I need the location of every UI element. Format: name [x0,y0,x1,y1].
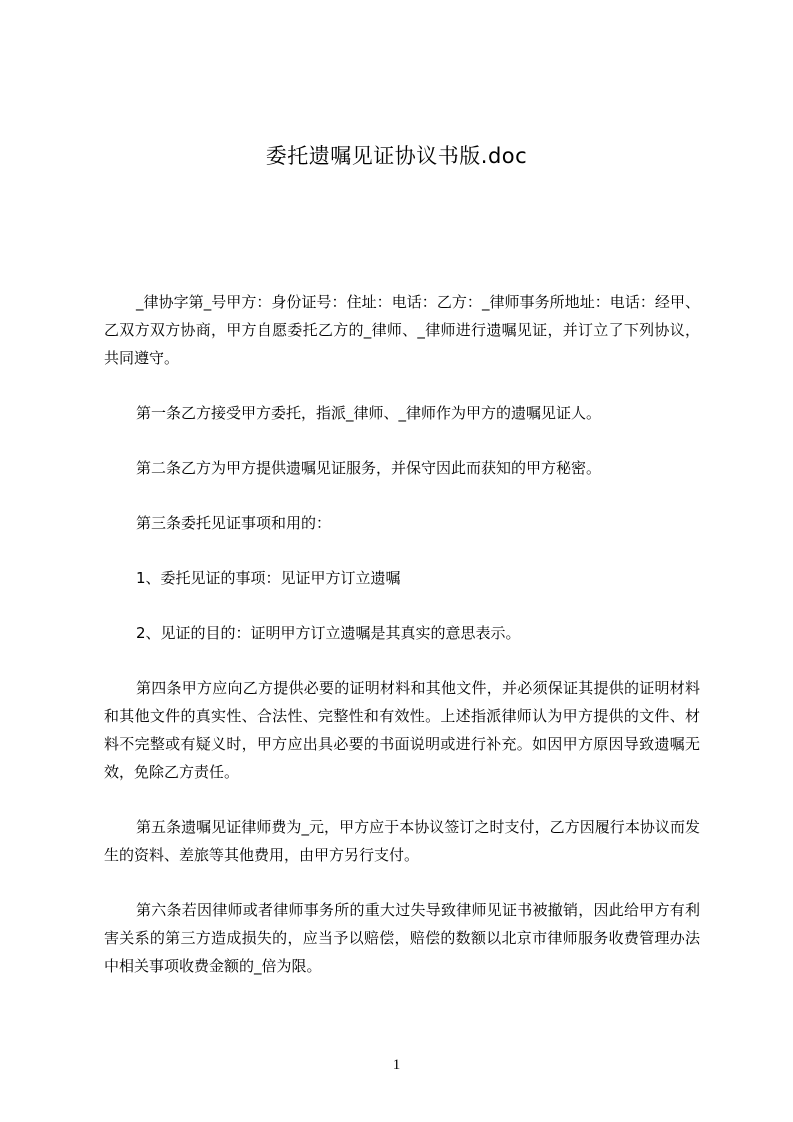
paragraph-item-1: 1、委托见证的事项：见证甲方订立遗嘱 [136,569,401,587]
page-number: 1 [392,1057,401,1073]
paragraph-article-1: 第一条乙方接受甲方委托，指派_律师、_律师作为甲方的遗嘱见证人。 [136,404,602,422]
paragraph-article-4: 第四条甲方应向乙方提供必要的证明材料和其他文件，并必须保证其提供的证明材料和其他文件的真实性、合法性、完整性和有效性。上述指派律师认为甲方提供的文件、材料不完整或有疑义时，甲方应出具必要的书面说明或进行补充。如因甲方原因导致遗嘱无效，免除乙方责任。 [104,679,700,781]
paragraph-article-3: 第三条委托见证事项和用的： [136,514,332,532]
document-title: 委托遗嘱见证协议书版.doc [265,144,528,168]
paragraph-preamble: _律协字第_号甲方：身份证号：住址：电话：乙方：_律师事务所地址：电话：经甲、乙双方双方协商，甲方自愿委托乙方的_律师、_律师进行遗嘱见证，并订立了下列协议，共同遵守。 [104,293,700,367]
paragraph-article-6: 第六条若因律师或者律师事务所的重大过失导致律师见证书被撤销，因此给甲方有利害关系的第三方造成损失的，应当予以赔偿，赔偿的数额以北京市律师服务收费管理办法中相关事项收费金额的_倍为限。 [104,901,700,975]
document-body [104,288,700,980]
paragraph-item-2: 2、见证的目的：证明甲方订立遗嘱是其真实的意思表示。 [136,624,521,642]
paragraph-article-2: 第二条乙方为甲方提供遗嘱见证服务，并保守因此而获知的甲方秘密。 [136,459,602,477]
paragraph-article-5: 第五条遗嘱见证律师费为_元，甲方应于本协议签订之时支付，乙方因履行本协议而发生的资料、差旅等其他费用，由甲方另行支付。 [104,818,700,864]
